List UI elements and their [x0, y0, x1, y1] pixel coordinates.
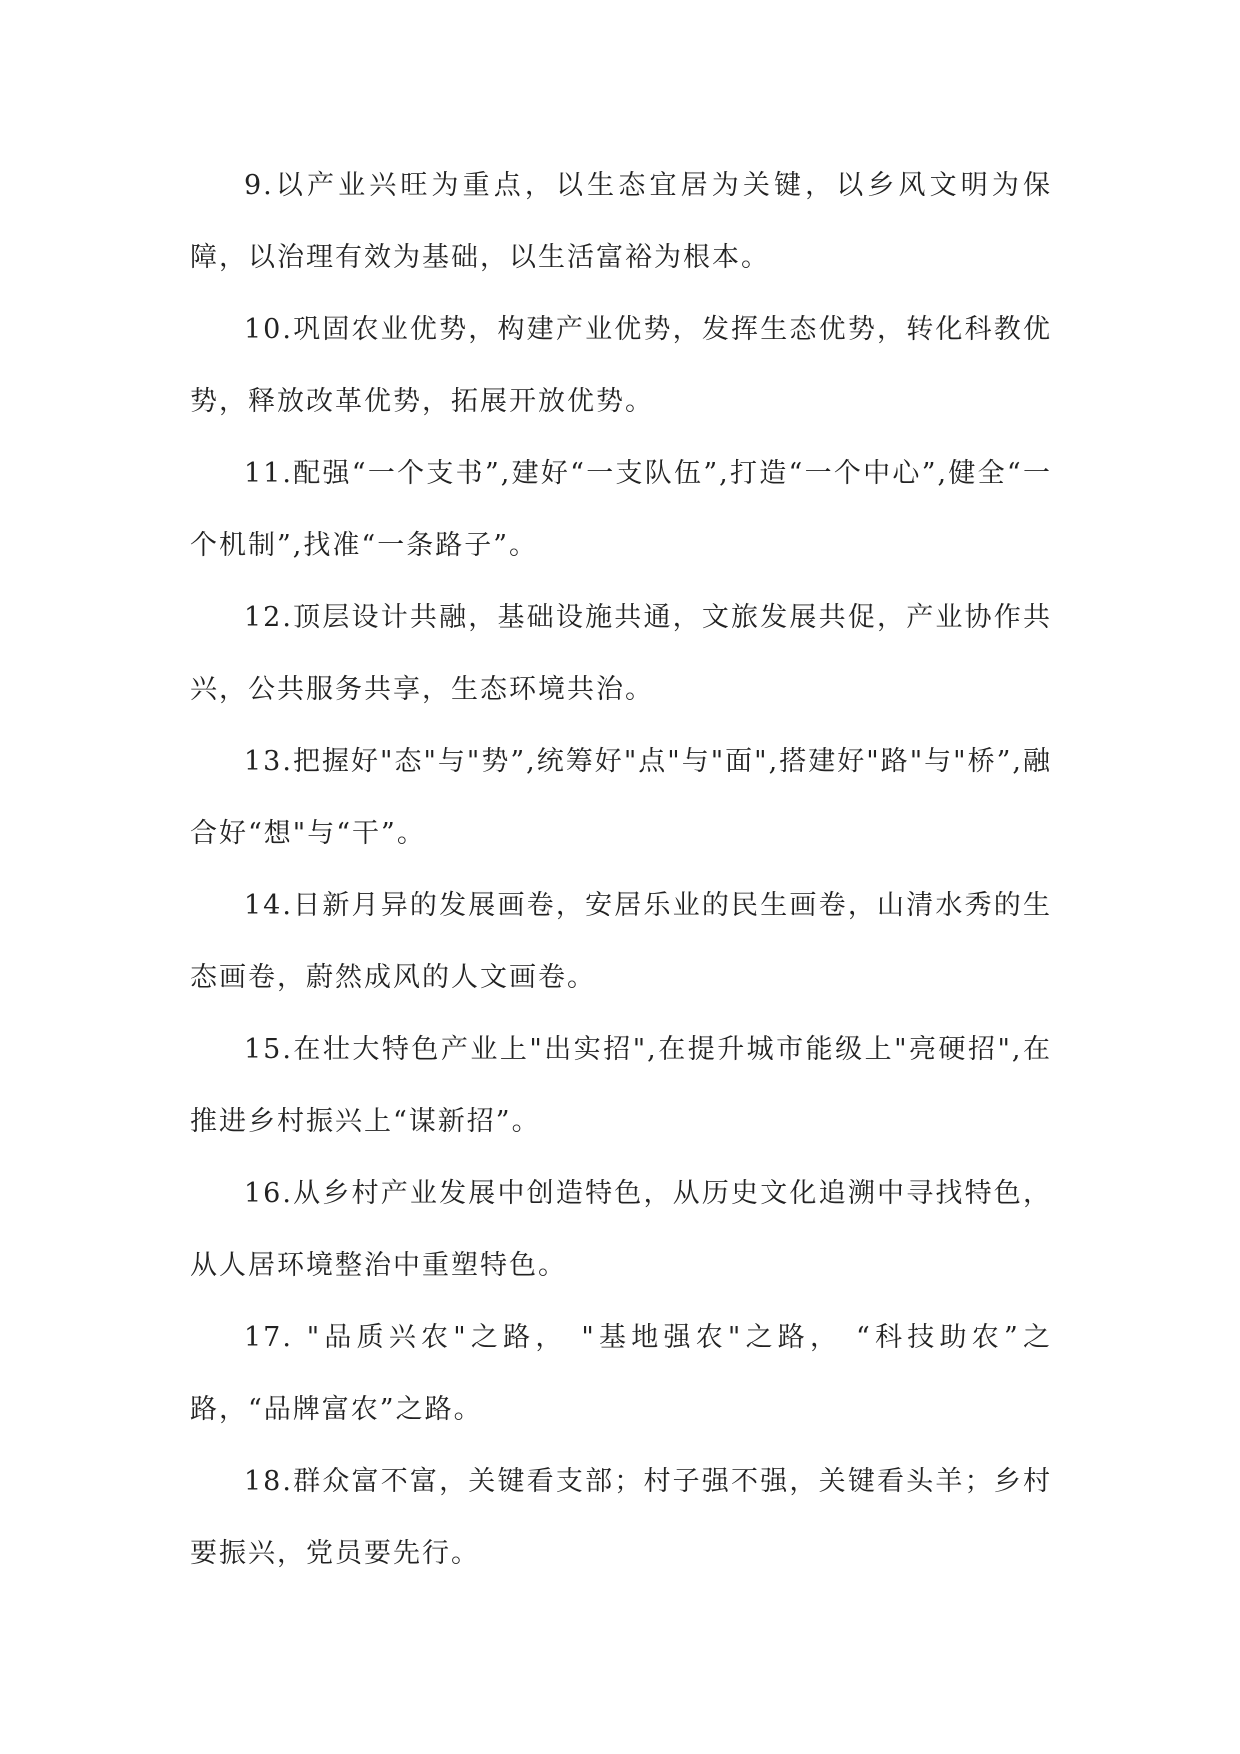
paragraph-11: 11.配强“一个支书”,建好“一支队伍”,打造“一个中心”,健全“一个机制”,找准“一条路子”。 — [190, 458, 1052, 561]
paragraph-14: 14.日新月异的发展画卷，安居乐业的民生画卷，山清水秀的生态画卷，蔚然成风的人文画卷。 — [190, 890, 1052, 993]
paragraph-12: 12.顶层设计共融，基础设施共通，文旅发展共促，产业协作共兴，公共服务共享，生态环境共治。 — [190, 602, 1052, 705]
paragraph-9: 9.以产业兴旺为重点，以生态宜居为关键，以乡风文明为保障，以治理有效为基础，以生活富裕为根本。 — [190, 170, 1052, 273]
paragraph-15: 15.在壮大特色产业上"出实招",在提升城市能级上"亮硬招",在推进乡村振兴上“谋新招”。 — [190, 1034, 1052, 1137]
paragraph-18: 18.群众富不富，关键看支部；村子强不强，关键看头羊；乡村要振兴，党员要先行。 — [190, 1466, 1052, 1569]
document-body — [190, 150, 1052, 1590]
paragraph-17: 17. "品质兴农"之路， "基地强农"之路， “科技助农”之路，“品牌富农”之路。 — [190, 1322, 1052, 1425]
paragraph-16: 16.从乡村产业发展中创造特色，从历史文化追溯中寻找特色，从人居环境整治中重塑特色。 — [190, 1178, 1052, 1281]
paragraph-10: 10.巩固农业优势，构建产业优势，发挥生态优势，转化科教优势，释放改革优势，拓展开放优势。 — [190, 314, 1052, 417]
paragraph-13: 13.把握好"态"与"势”,统筹好"点"与"面",搭建好"路"与"桥”,融合好“想"与“干”。 — [190, 746, 1052, 849]
